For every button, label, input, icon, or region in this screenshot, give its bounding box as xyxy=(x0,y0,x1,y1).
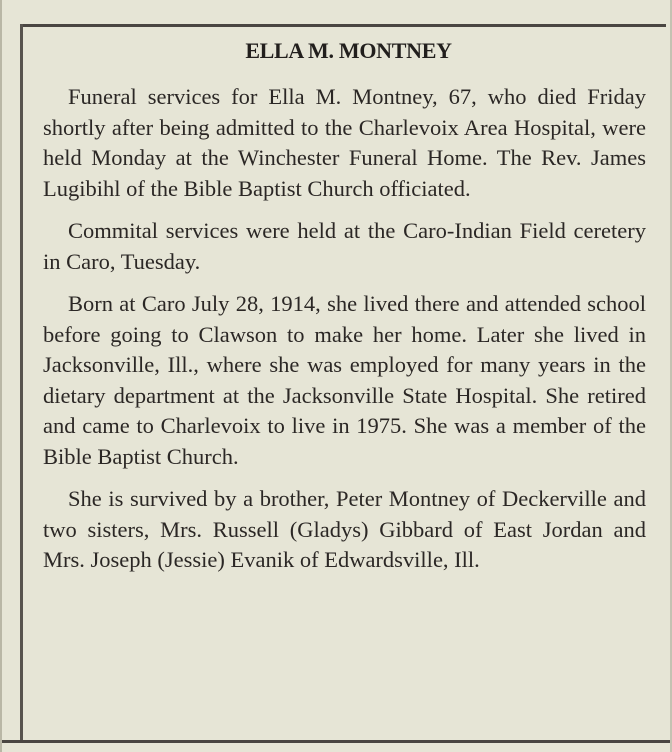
paragraph-survivors: She is survived by a brother, Peter Montney of Deckerville and two sisters, Mrs. Russell (Gladys) Gibbard of East Jordan and Mrs. Joseph (Jessie) Evanik of Edwardsville, Ill. xyxy=(43,486,646,572)
paragraph-biography: Born at Caro July 28, 1914, she lived there and attended school before going to Clawson to make her home. Later she lived in Jacksonville, Ill., where she was employed for many years in the dietary department at the Jacksonville State Hospital. She retired and came to Charlevoix to live in 1975. She was a member of the Bible Baptist Church. xyxy=(43,291,646,469)
obituary-article xyxy=(43,38,646,588)
bottom-border-rule xyxy=(2,740,670,743)
top-border-rule xyxy=(22,24,666,27)
paragraph-commital-services: Commital services were held at the Caro-Indian Field ceretery in Caro, Tuesday. xyxy=(43,218,646,274)
left-border-rule xyxy=(20,24,23,742)
paragraph-funeral-services: Funeral services for Ella M. Montney, 67, who died Friday shortly after being admitted to the Charlevoix Area Hospital, were held Monday at the Winchester Funeral Home. The Rev. James Lugibihl of the Bible Baptist Church officiated. xyxy=(43,84,646,201)
obituary-headline: ELLA M. MONTNEY xyxy=(245,38,452,63)
